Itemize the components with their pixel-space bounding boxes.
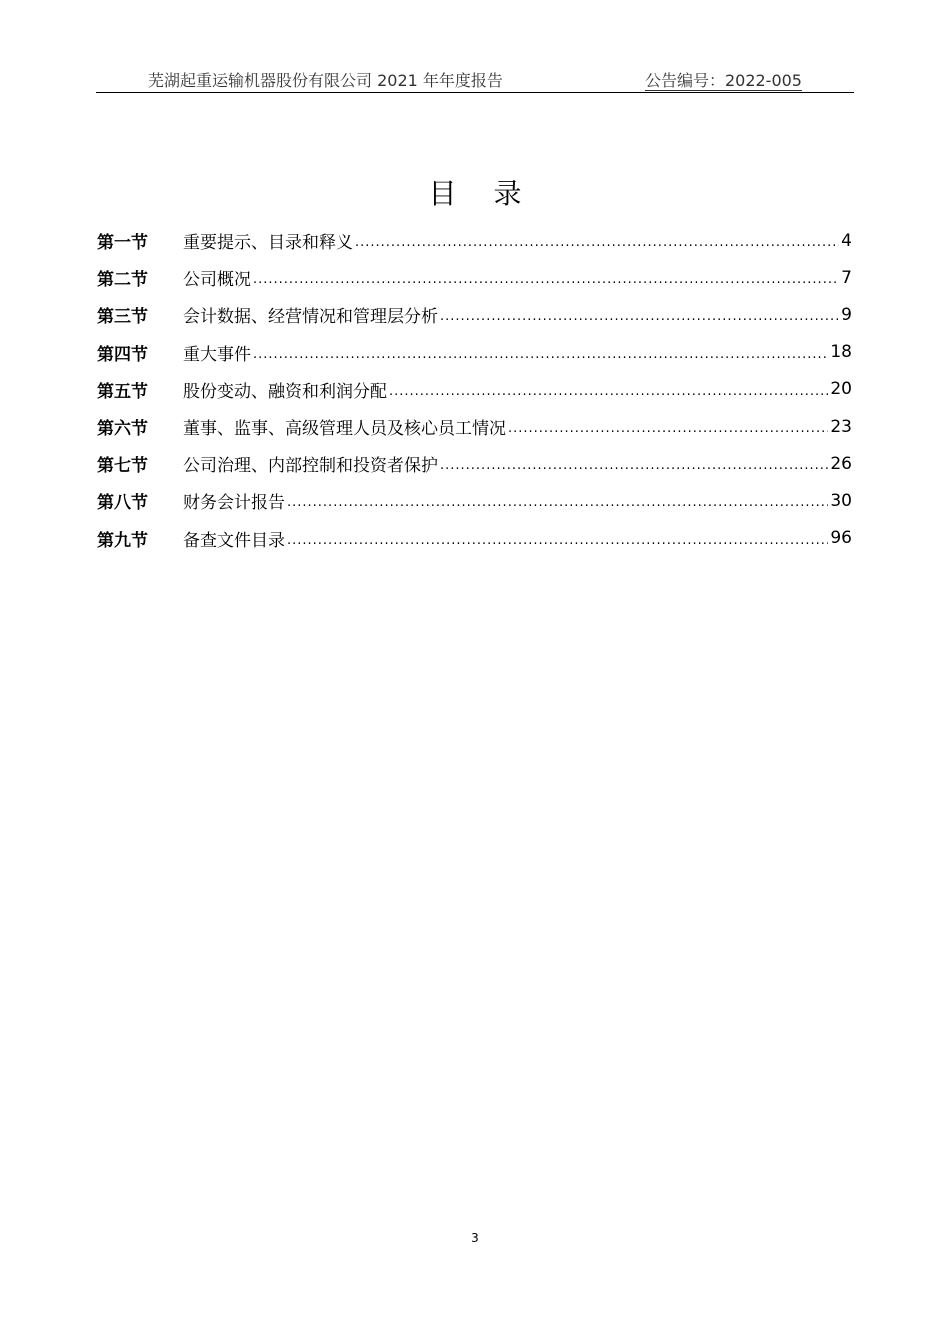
toc-leader-dots bbox=[355, 235, 839, 250]
toc-entry-4[interactable] bbox=[97, 334, 852, 371]
toc-section-title: 董事、监事、高级管理人员及核心员工情况 bbox=[183, 419, 506, 440]
toc-entry-9[interactable] bbox=[97, 520, 852, 557]
toc-leader-dots bbox=[253, 272, 839, 287]
announcement-code: 公告编号：2022-005 bbox=[644, 71, 802, 90]
report-title: 芜湖起重运输机器股份有限公司 2021 年年度报告 bbox=[148, 71, 503, 90]
toc-entry-7[interactable] bbox=[97, 445, 852, 482]
toc-section-title: 公司概况 bbox=[183, 270, 251, 291]
toc-leader-dots bbox=[440, 458, 828, 473]
toc-section-label: 第三节 bbox=[97, 307, 148, 328]
toc-page-number: 30 bbox=[830, 490, 852, 511]
toc-section-label: 第二节 bbox=[97, 270, 148, 291]
toc-section-label: 第八节 bbox=[97, 493, 148, 514]
toc-section-label: 第六节 bbox=[97, 419, 148, 440]
toc-section-label: 第九节 bbox=[97, 530, 148, 551]
toc-leader-dots bbox=[253, 347, 828, 362]
toc-section-label: 第一节 bbox=[97, 233, 148, 254]
toc-leader-dots bbox=[508, 421, 828, 436]
toc-leader-dots bbox=[440, 309, 839, 324]
table-of-contents bbox=[97, 222, 852, 557]
page-header bbox=[96, 66, 854, 93]
toc-section-label: 第四节 bbox=[97, 344, 148, 365]
toc-section-title: 重大事件 bbox=[183, 344, 251, 365]
toc-entry-5[interactable] bbox=[97, 371, 852, 408]
page-number: 3 bbox=[471, 1231, 479, 1245]
toc-leader-dots bbox=[287, 495, 828, 510]
toc-section-title: 财务会计报告 bbox=[183, 493, 285, 514]
toc-page-number: 18 bbox=[830, 342, 852, 363]
toc-heading: 目 录 bbox=[428, 177, 536, 210]
toc-page-number: 4 bbox=[841, 230, 852, 251]
toc-entry-3[interactable] bbox=[97, 296, 852, 333]
toc-page-number: 9 bbox=[841, 304, 852, 325]
toc-section-label: 第七节 bbox=[97, 456, 148, 477]
toc-page-number: 23 bbox=[830, 416, 852, 437]
toc-section-title: 备查文件目录 bbox=[183, 530, 285, 551]
toc-page-number: 26 bbox=[830, 453, 852, 474]
toc-section-title: 重要提示、目录和释义 bbox=[183, 233, 353, 254]
toc-leader-dots bbox=[389, 384, 828, 399]
toc-entry-2[interactable] bbox=[97, 259, 852, 296]
toc-section-label: 第五节 bbox=[97, 381, 148, 402]
toc-section-title: 股份变动、融资和利润分配 bbox=[183, 381, 387, 402]
toc-entry-6[interactable] bbox=[97, 408, 852, 445]
toc-page-number: 20 bbox=[830, 379, 852, 400]
toc-page-number: 96 bbox=[830, 528, 852, 549]
toc-entry-8[interactable] bbox=[97, 482, 852, 519]
toc-page-number: 7 bbox=[841, 267, 852, 288]
toc-leader-dots bbox=[287, 533, 828, 548]
toc-section-title: 公司治理、内部控制和投资者保护 bbox=[183, 456, 438, 477]
toc-entry-1[interactable] bbox=[97, 222, 852, 259]
toc-section-title: 会计数据、经营情况和管理层分析 bbox=[183, 307, 438, 328]
